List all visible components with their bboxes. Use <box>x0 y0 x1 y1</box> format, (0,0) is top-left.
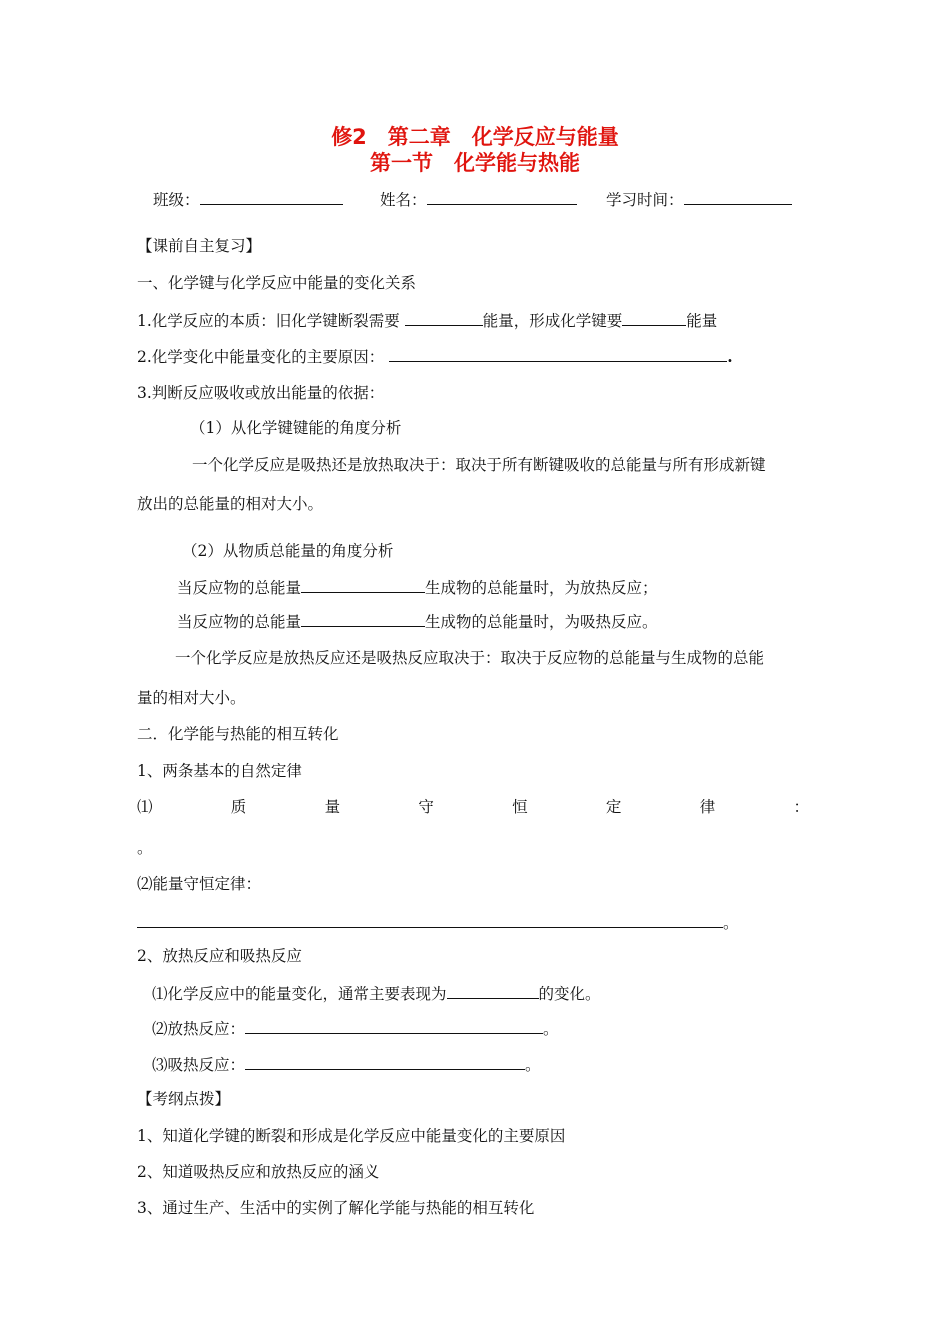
page-title: 修2 第二章 化学反应与能量 <box>331 125 619 149</box>
q1-text-b: 能量，形成化学键要 <box>482 312 623 330</box>
exo-text-b: 生成物的总能量时，为放热反应； <box>425 579 658 597</box>
reaction2-blank[interactable] <box>245 1018 543 1034</box>
paragraph-2-line-1: 一个化学反应是放热反应还是吸热反应取决于：取决于反应物的总能量与生成物的总能 <box>175 649 765 667</box>
reaction1-text-a: ⑴化学反应中的能量变化，通常主要表现为 <box>152 985 447 1003</box>
endo-text-a: 当反应物的总能量 <box>177 613 302 631</box>
law-2-answer <box>137 912 739 933</box>
question-1 <box>137 310 717 331</box>
law1-char: 量 <box>324 798 341 816</box>
q2-text: 2.化学变化中能量变化的主要原因： <box>137 348 385 366</box>
reaction2-end: 。 <box>543 1020 559 1038</box>
law1-char: 恒 <box>512 798 528 816</box>
paragraph-1-line-1: 一个化学反应是吸热还是放热取决于：取决于所有断键吸收的总能量与所有形成新键 <box>192 456 766 474</box>
q1-blank-2[interactable] <box>622 310 686 326</box>
reaction-3 <box>152 1054 541 1075</box>
name-blank[interactable] <box>427 189 577 205</box>
q1-text-a: 1.化学反应的本质：旧化学键断裂需要 <box>137 312 400 330</box>
review-heading: 【课前自主复习】 <box>137 237 262 255</box>
sec2-title: 二．化学能与热能的相互转化 <box>137 725 339 743</box>
q2-end: . <box>727 347 733 366</box>
reaction3-text: ⑶吸热反应： <box>152 1056 246 1074</box>
class-field <box>153 189 343 210</box>
reactions-title: 2、放热反应和吸热反应 <box>137 947 302 965</box>
law-1 <box>137 797 809 817</box>
reaction-2 <box>152 1018 559 1039</box>
sec1-title: 一、化学键与化学反应中能量的变化关系 <box>137 274 417 292</box>
class-label: 班级： <box>153 191 200 209</box>
reaction1-text-b: 的变化。 <box>538 985 601 1003</box>
exo-blank[interactable] <box>301 577 425 593</box>
outline-item: 1、知道化学键的断裂和形成是化学反应中能量变化的主要原因 <box>137 1127 566 1145</box>
endo-text-b: 生成物的总能量时，为吸热反应。 <box>425 613 658 631</box>
reaction-1 <box>152 983 601 1004</box>
time-label: 学习时间： <box>606 191 684 209</box>
law-2: ⑵能量守恒定律： <box>137 875 262 893</box>
reaction3-blank[interactable] <box>245 1054 525 1070</box>
law1-char: ： <box>793 798 809 816</box>
law1-char: ⑴ <box>137 798 153 816</box>
law1-char: 律 <box>699 798 716 816</box>
law1-char: 质 <box>230 798 247 816</box>
reaction3-end: 。 <box>525 1056 541 1074</box>
energy-line-exo <box>177 577 658 598</box>
q1-text-c: 能量 <box>686 312 718 330</box>
law2-end: 。 <box>723 914 739 932</box>
law1-char: 定 <box>605 798 622 816</box>
section-title: 第一节 化学能与热能 <box>370 151 580 175</box>
energy-line-endo <box>177 611 658 632</box>
laws-title: 1、两条基本的自然定律 <box>137 762 302 780</box>
name-label: 姓名： <box>380 191 427 209</box>
exo-text-a: 当反应物的总能量 <box>177 579 302 597</box>
time-blank[interactable] <box>684 189 792 205</box>
law-1-end: 。 <box>137 839 153 857</box>
question-3: 3.判断反应吸收或放出能量的依据： <box>137 384 385 402</box>
question-2 <box>137 346 733 367</box>
endo-blank[interactable] <box>301 611 425 627</box>
outline-item: 3、通过生产、生活中的实例了解化学能与热能的相互转化 <box>137 1199 535 1217</box>
q1-blank-1[interactable] <box>405 310 483 326</box>
outline-item: 2、知道吸热反应和放热反应的涵义 <box>137 1163 380 1181</box>
name-field <box>380 189 577 210</box>
time-field <box>606 189 792 210</box>
class-blank[interactable] <box>200 189 343 205</box>
law2-blank[interactable] <box>137 912 723 928</box>
paragraph-2-line-2: 量的相对大小。 <box>137 689 246 707</box>
reaction2-text: ⑵放热反应： <box>152 1020 246 1038</box>
paragraph-1-line-2: 放出的总能量的相对大小。 <box>137 495 324 513</box>
q2-blank[interactable] <box>389 346 727 362</box>
subsection-2: （2）从物质总能量的角度分析 <box>182 542 394 560</box>
outline-heading: 【考纲点拨】 <box>137 1090 231 1108</box>
subsection-1: （1）从化学键键能的角度分析 <box>190 419 402 437</box>
reaction1-blank[interactable] <box>447 983 539 999</box>
law1-char: 守 <box>418 798 434 816</box>
